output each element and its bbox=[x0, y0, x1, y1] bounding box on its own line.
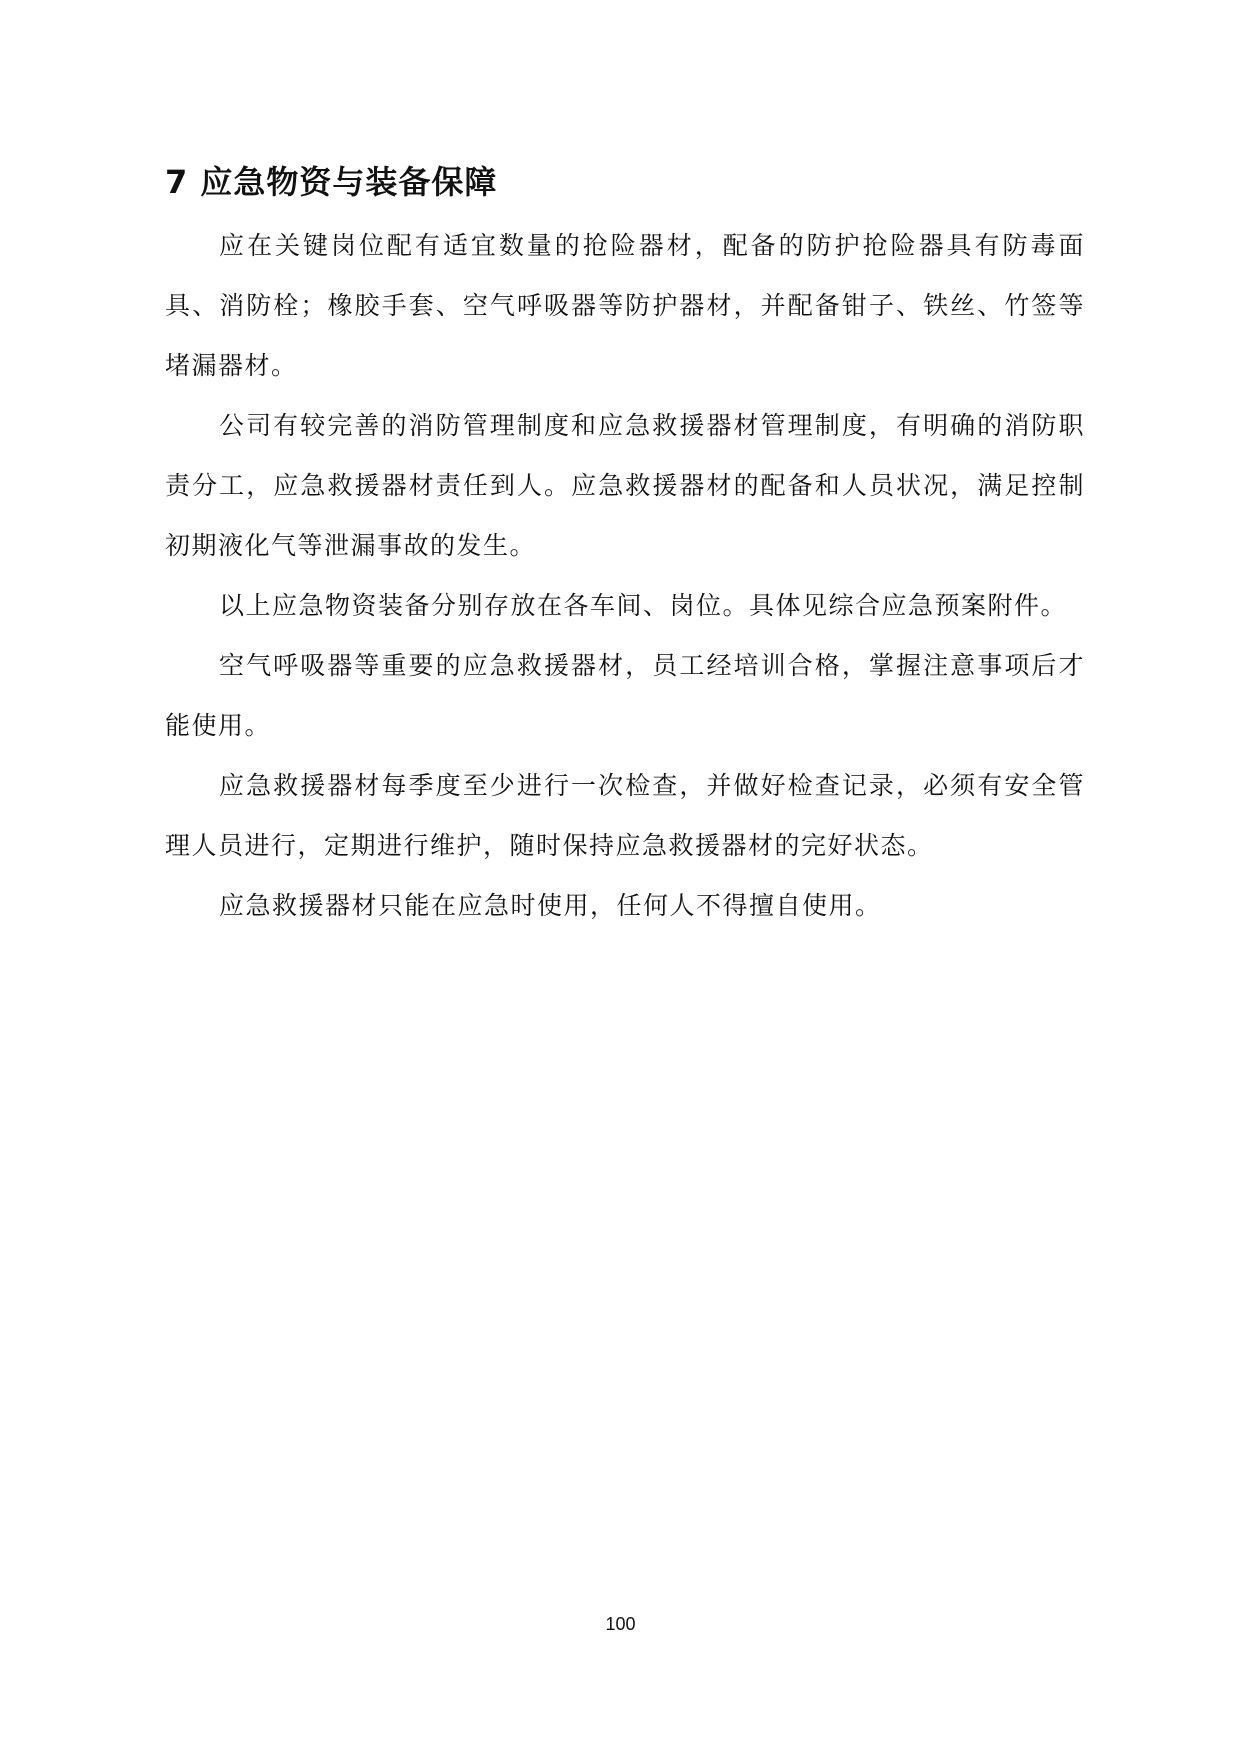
paragraph-inspection: 应急救援器材每季度至少进行一次检查，并做好检查记录，必须有安全管理人员进行，定期进行维护，随时保持应急救援器材的完好状态。 bbox=[165, 771, 1085, 860]
paragraph-training-requirement: 空气呼吸器等重要的应急救援器材，员工经培训合格，掌握注意事项后才能使用。 bbox=[165, 651, 1085, 740]
paragraph-equipment-allocation: 应在关键岗位配有适宜数量的抢险器材，配备的防护抢险器具有防毒面具、消防栓；橡胶手套、空气呼吸器等防护器材，并配备钳子、铁丝、竹签等堵漏器材。 bbox=[165, 231, 1085, 380]
page-number: 100 bbox=[605, 1614, 636, 1634]
paragraph-usage-restriction: 应急救援器材只能在应急时使用，任何人不得擅自使用。 bbox=[219, 891, 882, 920]
section-heading: 7 应急物资与装备保障 bbox=[165, 163, 498, 201]
page-content bbox=[165, 150, 1085, 936]
paragraph-management-system: 公司有较完善的消防管理制度和应急救援器材管理制度，有明确的消防职责分工，应急救援器材责任到人。应急救援器材的配备和人员状况，满足控制初期液化气等泄漏事故的发生。 bbox=[165, 411, 1085, 560]
paragraph-storage-location: 以上应急物资装备分别存放在各车间、岗位。具体见综合应急预案附件。 bbox=[219, 591, 1068, 620]
